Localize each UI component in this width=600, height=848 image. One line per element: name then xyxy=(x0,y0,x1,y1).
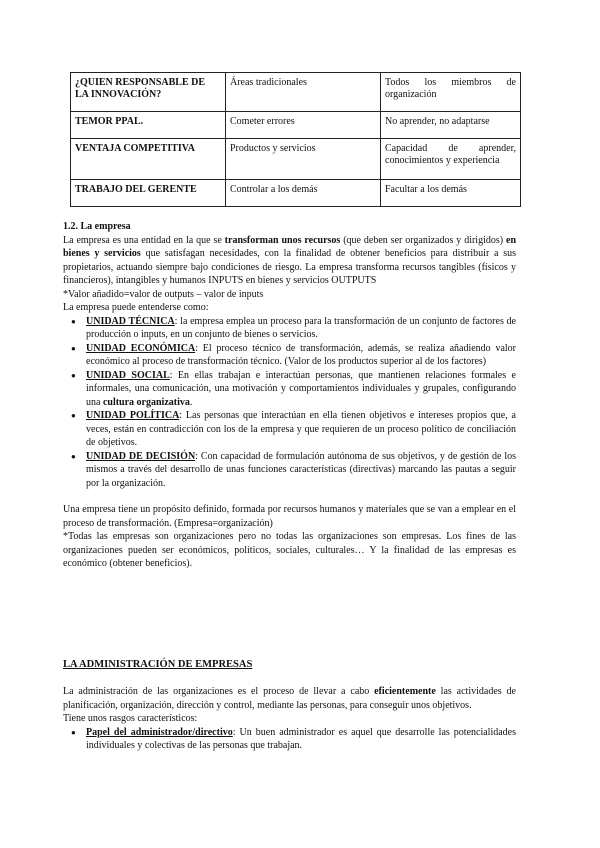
bullet-term: UNIDAD TÉCNICA xyxy=(86,315,175,327)
admin-section xyxy=(63,685,516,753)
list-item xyxy=(63,342,516,369)
bullet-text: : Un buen administrador es aquel que desarrolle las potencialidades individuales y colectivas de las personas que trabajan. xyxy=(86,726,516,751)
comparison-table xyxy=(70,72,521,207)
text-run: las actividades de planificación, organización, dirección y control, mediante las personas, para conseguir unos objetivos. xyxy=(63,686,516,711)
list-item xyxy=(63,315,516,342)
bullet-text: : En ellas trabajan e interactúan personas, que mantienen relaciones formales e informales, una comunicación, una motivación y comportamientos individuales y grupales, configurando una xyxy=(86,369,516,408)
bullet-term: UNIDAD DE DECISIÓN xyxy=(86,450,196,462)
paragraph xyxy=(63,685,516,712)
bullet-list xyxy=(63,315,516,491)
table-cell: Capacidad de aprender, conocimientos y experiencia xyxy=(381,139,521,180)
paragraph: *Valor añadido=valor de outputs – valor de inputs xyxy=(63,288,264,300)
section-title: LA ADMINISTRACIÓN DE EMPRESAS xyxy=(63,659,253,670)
table-cell: Facultar a los demás xyxy=(381,180,521,207)
bold-text: en bienes y servicios xyxy=(63,234,516,259)
bullet-list xyxy=(63,726,516,753)
bullet-term: Papel del administrador/directivo xyxy=(86,726,233,738)
text-run: (que deben ser organizados y dirigidos) xyxy=(340,234,506,246)
bullet-text: . xyxy=(189,396,193,408)
text-run: La empresa es una entidad en la que se xyxy=(63,234,225,246)
table-cell: VENTAJA COMPETITIVA xyxy=(71,139,226,180)
text-run: La administración de las organizaciones es el proceso de llevar a cabo xyxy=(63,686,375,697)
table-cell: No aprender, no adaptarse xyxy=(381,112,521,139)
table-cell: TRABAJO DEL GERENTE xyxy=(71,180,226,207)
bold-text: eficientemente xyxy=(374,686,436,697)
table-cell: Controlar a los demás xyxy=(226,180,381,207)
paragraph xyxy=(63,234,516,288)
section-heading: 1.2. La empresa xyxy=(63,221,131,232)
bold-text: transforman unos recursos xyxy=(224,234,341,246)
empresa-section xyxy=(63,220,516,571)
list-item xyxy=(63,450,516,491)
paragraph: Tiene unos rasgos característicos: xyxy=(63,713,198,724)
list-item xyxy=(63,369,516,410)
table-cell: ¿QUIEN RESPONSABLE DE LA INNOVACIÓN? xyxy=(71,73,226,112)
bullet-text: : Con capacidad de formulación autónoma de sus objetivos, y de gestión de los mismos a través del desarrollo de unas funciones características (directivas) marcando las pautas a seguir por la organización. xyxy=(86,450,516,489)
paragraph: *Todas las empresas son organizaciones pero no todas las organizaciones son empresas. Los fines de las organizaciones pueden ser económicos, políticos, sociales, culturales… Y la finalidad de las empresas es económico (obtener beneficios). xyxy=(63,531,516,569)
table-cell: Todos los miembros de organización xyxy=(381,73,521,112)
bullet-term: UNIDAD SOCIAL xyxy=(86,369,170,381)
list-item xyxy=(63,409,516,450)
bullet-text: : la empresa emplea un proceso para la transformación de un conjunto de factores de producción o inputs, en un conjunto de bienes o servicios. xyxy=(86,315,517,340)
bullet-text: : El proceso técnico de transformación, además, se realiza añadiendo valor económico al proceso de transformación técnico. (Valor de los productos superior al de los factores) xyxy=(86,342,516,367)
table-row xyxy=(71,180,521,207)
table-cell: Cometer errores xyxy=(226,112,381,139)
bold-text: cultura organizativa xyxy=(102,396,190,408)
table-row xyxy=(71,139,521,180)
paragraph: Una empresa tiene un propósito definido, formada por recursos humanos y materiales que se van a emplear en el proceso de transformación. (Empresa=organización) xyxy=(63,504,516,529)
bullet-term: UNIDAD ECONÓMICA xyxy=(86,342,196,354)
bullet-text: : Las personas que interactúan en ella tienen objetivos e intereses propios que, a veces, están en contradicción con los de la empresa y que requieren de un proceso político de conciliación de objetivos. xyxy=(86,410,516,448)
text-run: que satisfagan necesidades, con la finalidad de obtener beneficios para distribuir a sus propietarios, actuando siempre bajo condiciones de riesgo. La empresa transforma recursos tangibles (físicos y financieros), intangibles y humanos INPUTS en bienes y servicios OUTPUTS xyxy=(63,248,516,286)
table-cell: TEMOR PPAL. xyxy=(71,112,226,139)
table-cell: Productos y servicios xyxy=(226,139,381,180)
table-cell: Áreas tradicionales xyxy=(226,73,381,112)
bullet-term: UNIDAD POLÍTICA xyxy=(86,410,180,421)
table-row xyxy=(71,73,521,112)
table-row xyxy=(71,112,521,139)
paragraph: La empresa puede entenderse como: xyxy=(63,302,209,313)
list-item xyxy=(63,726,516,753)
